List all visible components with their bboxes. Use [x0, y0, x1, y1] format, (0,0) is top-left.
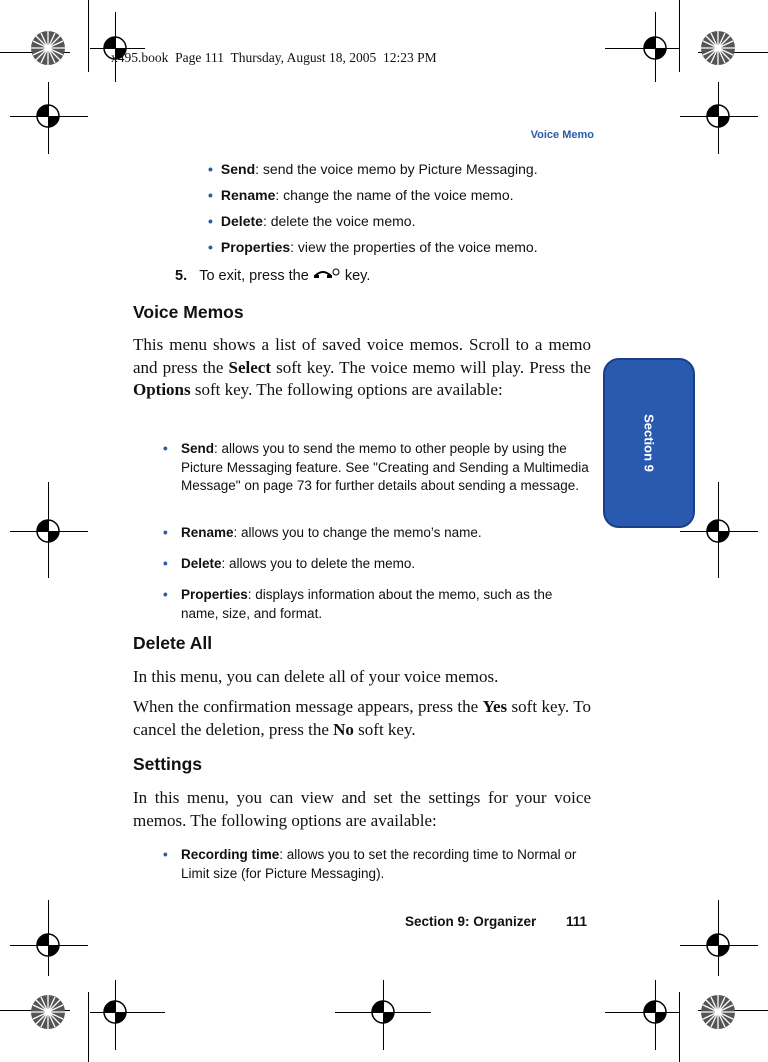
bullet-icon: •	[208, 239, 213, 255]
list-item: • Send: allows you to send the memo to other people by using the Picture Messaging feature. See "Creating and Sending a Multimedia Message" on page 73 for further details about sending a message.	[163, 441, 589, 493]
section-tab-label: Section 9	[641, 414, 657, 472]
print-slug: x495.book Page 111 Thursday, August 18, 2005 12:23 PM	[111, 50, 437, 65]
end-call-key-icon	[313, 267, 341, 281]
section-tab	[603, 358, 695, 528]
list-item: • Send: send the voice memo by Picture Messaging.	[208, 161, 538, 177]
step-5: 5. To exit, press the key.	[175, 268, 371, 284]
list-item: • Recording time: allows you to set the recording time to Normal or Limit size (for Picture Messaging).	[163, 847, 577, 881]
bullet-icon: •	[208, 187, 213, 203]
bullet-icon: •	[208, 213, 213, 229]
paragraph: This menu shows a list of saved voice memos. Scroll to a memo and press the Select soft key. The voice memo will play. Press the Options soft key. The following options are available:	[133, 335, 591, 399]
page-number: 111	[566, 914, 588, 929]
list-item: • Delete: allows you to delete the memo.	[163, 555, 593, 574]
list-item: • Delete: delete the voice memo.	[208, 213, 416, 229]
section-heading: Delete All	[133, 633, 213, 653]
list-item: • Properties: displays information about the memo, such as the name, size, and format.	[163, 587, 553, 621]
list-item: • Rename: change the name of the voice memo.	[208, 187, 514, 203]
section-heading: Voice Memos	[133, 302, 244, 322]
list-item: • Rename: allows you to change the memo’s name.	[163, 524, 593, 543]
running-head: Voice Memo	[530, 129, 594, 141]
list-item: • Properties: view the properties of the voice memo.	[208, 239, 538, 255]
bullet-icon: •	[163, 441, 168, 456]
bullet-icon: •	[208, 161, 213, 177]
bullet-icon: •	[163, 587, 168, 602]
bullet-icon: •	[163, 556, 168, 571]
paragraph: In this menu, you can view and set the settings for your voice memos. The following options are available:	[133, 788, 591, 830]
bullet-icon: •	[163, 525, 168, 540]
paragraph: When the confirmation message appears, press the Yes soft key. To cancel the deletion, press the No soft key.	[133, 697, 591, 739]
paragraph: In this menu, you can delete all of your voice memos.	[133, 667, 499, 686]
footer-section: Section 9: Organizer	[405, 914, 537, 929]
bullet-icon: •	[163, 847, 168, 862]
section-heading: Settings	[133, 754, 203, 774]
